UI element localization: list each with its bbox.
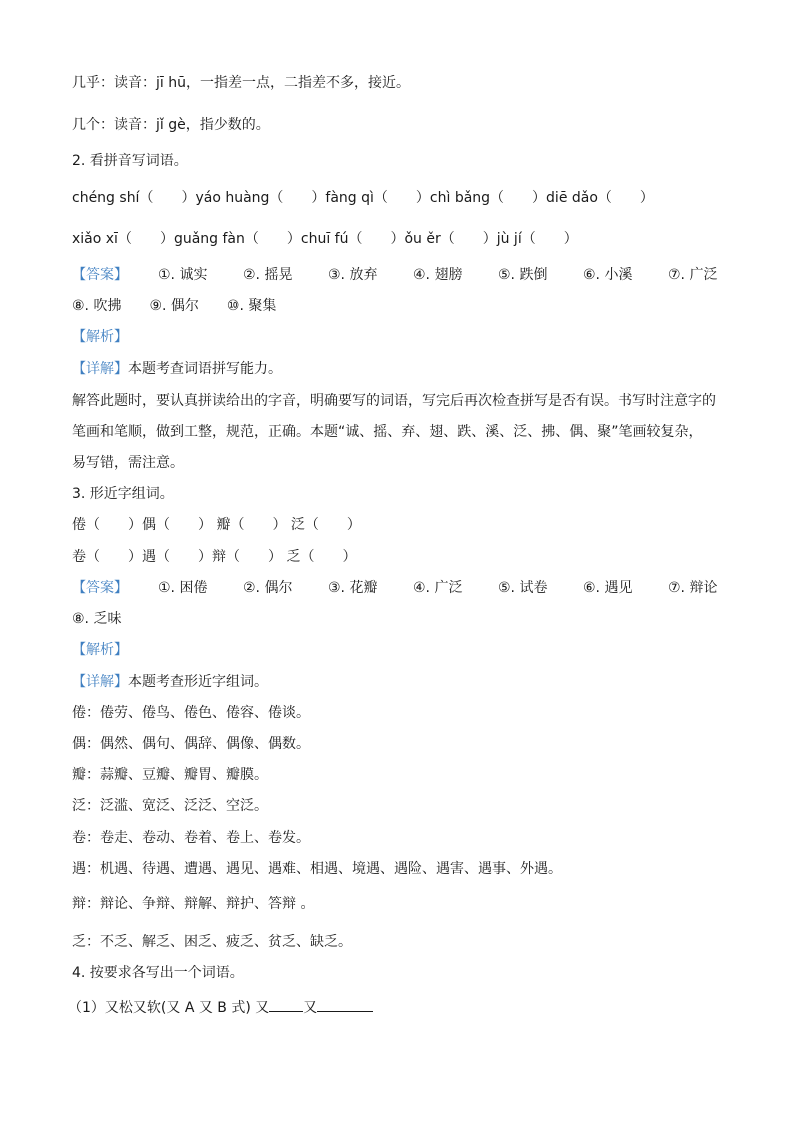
text-line: 解答此题时，要认真拼读给出的字音，明确要写的词语，写完后再次检查拼写是否有误。书写时注意字的: [72, 393, 716, 409]
answer-item: ⑦. 广泛: [668, 267, 718, 283]
detail-line: [72, 360, 282, 378]
analysis-tag: 【解析】: [72, 642, 128, 658]
question-heading: 4. 按要求各写出一个词语。: [72, 965, 244, 981]
word-group-line: 倦：倦劳、倦鸟、倦色、倦容、倦谈。: [72, 705, 310, 721]
answer-item: ③. 花瓣: [328, 580, 378, 596]
fill-blank-line: [68, 997, 373, 1017]
answer-item: ①. 诚实: [158, 267, 208, 283]
answer-item: ②. 摇晃: [243, 267, 293, 283]
char-line: 卷（ ）遇（ ）辩（ ） 乏（ ）: [72, 549, 357, 565]
word-group-line: 卷：卷走、卷动、卷着、卷上、卷发。: [72, 830, 310, 846]
detail-text: 本题考查形近字组词。: [128, 674, 268, 690]
pinyin-line: xiǎo xī（ ）guǎng fàn（ ）chuī fú（ ）ǒu ěr（ ）jù jí（ ）: [72, 231, 578, 247]
answer-item: ③. 放弃: [328, 267, 378, 283]
pinyin-line: chéng shí（ ）yáo huàng（ ）fàng qì（ ）chì bǎng（ ）diē dǎo（ ）: [72, 190, 654, 206]
answer-item: ⑤. 试卷: [498, 580, 548, 596]
word-group-line: 乏：不乏、解乏、困乏、疲乏、贫乏、缺乏。: [72, 934, 352, 950]
answer-item: ④. 广泛: [413, 580, 463, 596]
word-group-line: 偶：偶然、偶句、偶辞、偶像、偶数。: [72, 736, 310, 752]
blank-field[interactable]: [317, 997, 373, 1012]
word-group-line: 遇：机遇、待遇、遭遇、遇见、遇难、相遇、境遇、遇险、遇害、遇事、外遇。: [72, 861, 562, 877]
fill-blank-mid: 又: [303, 1000, 318, 1016]
question-heading: 3. 形近字组词。: [72, 486, 174, 502]
answer-tag: 【答案】: [72, 580, 128, 596]
answer-item: ⑦. 辩论: [668, 580, 718, 596]
answer-item: ⑥. 小溪: [583, 267, 633, 283]
char-line: 倦（ ）偶（ ） 瓣（ ） 泛（ ）: [72, 517, 361, 533]
detail-tag: 【详解】: [72, 674, 128, 690]
answer-item: ①. 困倦: [158, 580, 208, 596]
answer-item: ⑥. 遇见: [583, 580, 633, 596]
answer-item: ④. 翅膀: [413, 267, 463, 283]
word-group-line: 辩：辩论、争辩、辩解、辩护、答辩 。: [72, 896, 315, 912]
detail-text: 本题考查词语拼写能力。: [128, 361, 282, 377]
text-line: 几乎：读音：jī hū，一指差一点，二指差不多，接近。: [72, 75, 410, 91]
answer-tag: 【答案】: [72, 267, 128, 283]
answer-line: ⑧. 乏味: [72, 611, 122, 627]
question-heading: 2. 看拼音写词语。: [72, 153, 188, 169]
detail-tag: 【详解】: [72, 361, 128, 377]
text-line: 易写错，需注意。: [72, 455, 184, 471]
detail-line: [72, 673, 268, 691]
answer-line: ⑧. 吹拂 ⑨. 偶尔 ⑩. 聚集: [72, 298, 277, 314]
answer-item: ⑤. 跌倒: [498, 267, 548, 283]
answer-item: ②. 偶尔: [243, 580, 293, 596]
word-group-line: 瓣：蒜瓣、豆瓣、瓣胃、瓣膜。: [72, 767, 268, 783]
blank-field[interactable]: [269, 997, 303, 1012]
analysis-tag: 【解析】: [72, 329, 128, 345]
fill-blank-prefix: （1）又松又软(又 A 又 B 式) 又: [68, 1000, 270, 1016]
text-line: 笔画和笔顺，做到工整，规范，正确。本题“诚、摇、弃、翅、跌、溪、泛、拂、偶、聚”笔画较复杂，: [72, 424, 703, 440]
text-line: 几个：读音：jǐ gè，指少数的。: [72, 117, 270, 133]
word-group-line: 泛：泛滥、宽泛、泛泛、空泛。: [72, 798, 268, 814]
